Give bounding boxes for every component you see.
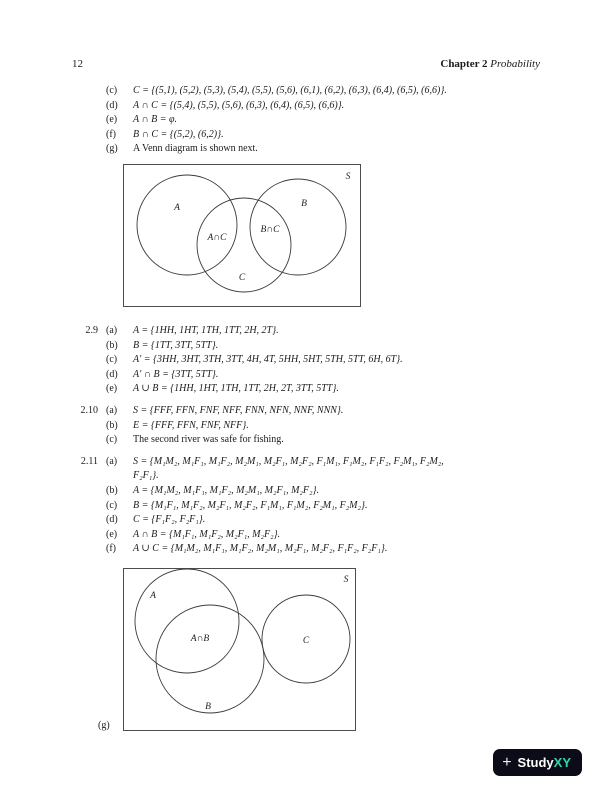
part-text: A ∩ B = φ. — [133, 114, 178, 126]
part-text: B = {M₁F₁, M₁F₂, M₂F₁, M₂F₂, F₁M₁, F₁M₂, F₂M₁, F₂M₂}. — [133, 499, 368, 511]
part-label: (b) — [106, 339, 118, 351]
part-text: C = {(5,1), (5,2), (5,3), (5,4), (5,5), (5,6), (6,1), (6,2), (6,3), (6,4), (6,5), (6,6)}. — [133, 85, 447, 96]
problem-number — [72, 368, 98, 383]
part-text: C = {F₁F₂, F₂F₁}. — [133, 514, 206, 526]
solution-line — [72, 324, 542, 339]
part-label: (b) — [106, 419, 118, 431]
part-label: (d) — [106, 368, 118, 380]
page-header — [72, 58, 540, 70]
problem-number — [72, 382, 98, 397]
set-a-label: A — [174, 202, 180, 213]
part-label: (c) — [106, 499, 118, 511]
problem-number — [72, 142, 98, 157]
problem-number — [72, 84, 98, 99]
solution-line — [72, 499, 542, 514]
sample-space-boundary — [124, 568, 356, 730]
part-label: (e) — [106, 383, 118, 395]
solution-line-continuation — [72, 469, 542, 484]
solution-line — [72, 513, 542, 528]
part-text: B ∩ C = {(5,2), (6,2)}. — [133, 128, 224, 140]
problem-section-2-9 — [72, 324, 542, 397]
intersection-ab-label: A∩B — [190, 633, 210, 644]
part-label: (e) — [106, 114, 118, 126]
part-text: A′ = {3HH, 3HT, 3TH, 3TT, 4H, 4T, 5HH, 5HT, 5TH, 5TT, 6H, 6T}. — [133, 354, 403, 366]
part-text: A ∪ C = {M₁M₂, M₁F₁, M₁F₂, M₂M₁, M₂F₁, M₂F₂, F₁F₂, F₂F₁}. — [133, 543, 388, 555]
part-text: S = {FFF, FFN, FNF, NFF, FNN, NFN, NNF, NNN}. — [133, 404, 344, 416]
circle-b — [156, 605, 264, 713]
solution-line — [72, 99, 542, 114]
problem-number — [72, 339, 98, 354]
part-label: (c) — [106, 434, 118, 446]
solution-line — [72, 368, 542, 383]
part-text: A ∩ B = {M₁F₁, M₁F₂, M₂F₁, M₂F₂}. — [133, 528, 281, 540]
logo-brand-xy: XY — [553, 755, 571, 770]
problem-number — [72, 353, 98, 368]
solution-line — [72, 128, 542, 143]
problem-number — [72, 542, 98, 557]
solution-line — [72, 404, 542, 419]
solution-line — [72, 542, 542, 557]
problem-number — [72, 469, 98, 484]
venn-diagram-1 — [122, 163, 362, 308]
problem-number — [72, 499, 98, 514]
set-s-label: S — [343, 574, 349, 585]
part-label: (a) — [106, 455, 118, 467]
problem-section-2-11 — [72, 455, 542, 732]
part-text: A ∪ B = {1HH, 1HT, 1TH, 1TT, 2H, 2T, 3TT, 5TT}. — [133, 383, 339, 395]
logo-text — [518, 755, 571, 770]
part-label: (a) — [106, 404, 118, 416]
problem-section-2-10 — [72, 404, 542, 448]
set-c-label: C — [302, 635, 310, 646]
intersection-bc-label: B∩C — [260, 224, 280, 235]
part-label: (b) — [106, 484, 118, 496]
part-label: (g) — [106, 143, 118, 155]
part-label: (c) — [106, 85, 118, 96]
solution-line — [72, 142, 542, 157]
part-text: A ∩ C = {(5,4), (5,5), (5,6), (6,3), (6,4), (6,5), (6,6)}. — [133, 99, 345, 111]
part-label-g: (g) — [98, 719, 110, 731]
venn-diagram-2-container — [72, 567, 542, 732]
part-label: (d) — [106, 99, 118, 111]
sample-space-boundary — [124, 164, 361, 306]
page-number: 12 — [72, 58, 83, 70]
chapter-reference — [440, 58, 540, 70]
problem-number: 2.9 — [85, 324, 98, 336]
solution-line — [72, 528, 542, 543]
problem-number — [72, 99, 98, 114]
problem-number — [72, 113, 98, 128]
plus-icon: + — [502, 753, 512, 771]
solution-line — [72, 339, 542, 354]
problem-number — [72, 419, 98, 434]
venn-diagram-1-container — [122, 163, 542, 313]
solution-line — [72, 382, 542, 397]
solution-line — [72, 484, 542, 499]
problem-number — [72, 433, 98, 448]
problem-number — [72, 128, 98, 143]
problem-number — [72, 513, 98, 528]
intersection-ac-label: A∩C — [207, 232, 227, 243]
solution-line — [72, 113, 542, 128]
set-c-label: C — [238, 272, 246, 283]
solution-line — [72, 455, 542, 470]
set-a-label: A — [150, 590, 156, 601]
set-b-label: B — [205, 701, 211, 712]
circle-a — [137, 175, 237, 275]
part-label: (c) — [106, 354, 118, 366]
set-s-label: S — [345, 171, 351, 182]
venn-diagram-2 — [122, 567, 357, 732]
solution-line — [72, 353, 542, 368]
circle-a — [135, 569, 239, 673]
part-text: The second river was safe for fishing. — [133, 434, 284, 446]
problem-section — [72, 84, 542, 313]
chapter-title: Probability — [490, 58, 540, 70]
part-label: (f) — [106, 543, 116, 555]
part-label: (f) — [106, 128, 116, 140]
part-text: E = {FFF, FFN, FNF, NFF}. — [133, 419, 249, 431]
part-text: S = {M₁M₂, M₁F₁, M₁F₂, M₂M₁, M₂F₁, M₂F₂, F₁M₁, F₁M₂, F₁F₂, F₂M₁, F₂M₂, — [133, 455, 444, 467]
part-label: (e) — [106, 528, 118, 540]
part-label: (d) — [106, 514, 118, 526]
set-b-label: B — [301, 198, 307, 209]
solution-line — [72, 433, 542, 448]
solution-line — [72, 419, 542, 434]
part-text: F₂F₁}. — [133, 470, 159, 482]
solution-line — [72, 84, 542, 99]
part-label: (a) — [106, 324, 118, 336]
part-text: B = {1TT, 3TT, 5TT}. — [133, 339, 219, 351]
chapter-label: Chapter 2 — [440, 58, 488, 70]
solutions-content — [72, 84, 542, 732]
part-text: A = {M₁M₂, M₁F₁, M₁F₂, M₂M₁, M₂F₁, M₂F₂}. — [133, 484, 319, 496]
studyxy-logo — [493, 749, 582, 776]
logo-brand-study: Study — [517, 755, 554, 770]
part-label — [106, 469, 126, 484]
part-text: A = {1HH, 1HT, 1TH, 1TT, 2H, 2T}. — [133, 324, 279, 336]
problem-number: 2.10 — [80, 404, 98, 416]
part-text: A′ ∩ B = {3TT, 5TT}. — [133, 368, 219, 380]
part-text: A Venn diagram is shown next. — [133, 143, 258, 155]
problem-number — [72, 484, 98, 499]
problem-number — [72, 528, 98, 543]
problem-number: 2.11 — [80, 455, 98, 467]
